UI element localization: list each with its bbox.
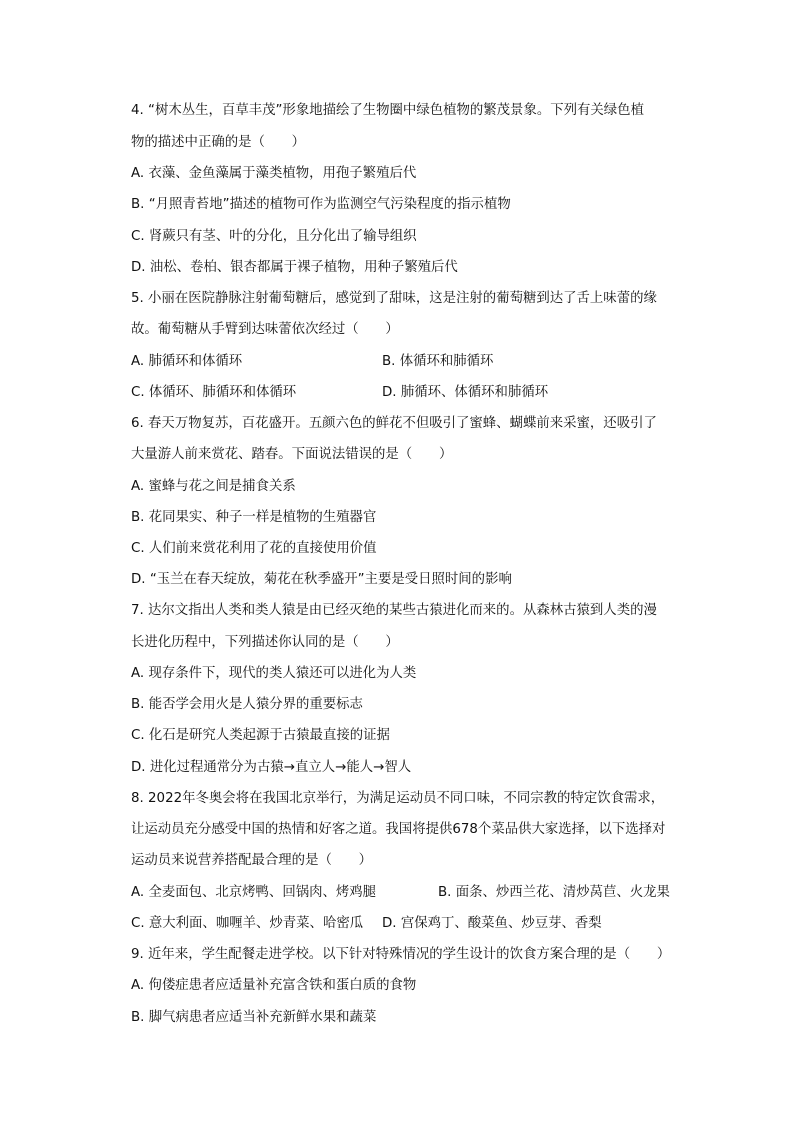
q7-stem-line-1: 7. 达尔文指出人类和类人猿是由已经灭绝的某些古猿进化而来的。从森林古猿到人类的漫 — [131, 603, 657, 618]
q6-stem-line-1: 6. 春天万物复苏，百花盛开。五颜六色的鲜花不但吸引了蜜蜂、蝴蝶前来采蜜，还吸引了 — [131, 416, 657, 431]
q8-option-c: C. 意大利面、咖喱羊、炒青菜、哈密瓜 — [131, 916, 364, 931]
q4-option-a: A. 衣藻、金鱼藻属于藻类植物，用孢子繁殖后代 — [131, 166, 417, 181]
q7-option-b: B. 能否学会用火是人猿分界的重要标志 — [131, 697, 363, 712]
q8-stem-line-1: 8. 2022年冬奥会将在我国北京举行，为满足运动员不同口味，不同宗教的特定饮食需求， — [131, 791, 665, 806]
q8-option-b: B. 面条、炒西兰花、清炒莴苣、火龙果 — [438, 885, 670, 900]
q4-stem-line-2: 物的描述中正确的是（ ） — [131, 135, 306, 150]
q6-option-a: A. 蜜蜂与花之间是捕食关系 — [131, 479, 296, 494]
q5-option-a: A. 肺循环和体循环 — [131, 354, 243, 369]
q4-option-c: C. 肾蕨只有茎、叶的分化，且分化出了输导组织 — [131, 229, 417, 244]
q7-option-c: C. 化石是研究人类起源于古猿最直接的证据 — [131, 728, 390, 743]
q4-option-d: D. 油松、卷柏、银杏都属于裸子植物，用种子繁殖后代 — [131, 260, 458, 275]
q9-option-b: B. 脚气病患者应适当补充新鲜水果和蔬菜 — [131, 1010, 377, 1025]
q5-option-d: D. 肺循环、体循环和肺循环 — [382, 385, 549, 400]
q5-stem-line-1: 5. 小丽在医院静脉注射葡萄糖后，感觉到了甜味，这是注射的葡萄糖到达了舌上味蕾的缘 — [131, 291, 657, 306]
q7-stem-line-2: 长进化历程中，下列描述你认同的是（ ） — [131, 635, 399, 650]
q6-option-b: B. 花同果实、种子一样是植物的生殖器官 — [131, 510, 377, 525]
q7-option-d: D. 进化过程通常分为古猿→直立人→能人→智人 — [131, 760, 412, 775]
q9-stem-line-1: 9. 近年来，学生配餐走进学校。以下针对特殊情况的学生设计的饮食方案合理的是（ ） — [131, 947, 671, 962]
q4-stem-line-1: 4. “树木丛生，百草丰茂”形象地描绘了生物圈中绿色植物的繁茂景象。下列有关绿色植 — [131, 103, 644, 118]
q8-option-a: A. 全麦面包、北京烤鸭、回锅肉、烤鸡腿 — [131, 885, 377, 900]
q5-option-b: B. 体循环和肺循环 — [382, 354, 494, 369]
q7-option-a: A. 现存条件下，现代的类人猿还可以进化为人类 — [131, 666, 417, 681]
q8-stem-line-2: 让运动员充分感受中国的热情和好客之道。我国将提供678个菜品供大家选择，以下选择对 — [131, 822, 666, 837]
q4-option-b: B. “月照青苔地”描述的植物可作为监测空气污染程度的指示植物 — [131, 197, 511, 212]
q6-stem-line-2: 大量游人前来赏花、踏春。下面说法错误的是（ ） — [131, 447, 453, 462]
q6-option-d: D. “玉兰在春天绽放，菊花在秋季盛开”主要是受日照时间的影响 — [131, 572, 512, 587]
q8-option-d: D. 宫保鸡丁、酸菜鱼、炒豆芽、香梨 — [382, 916, 602, 931]
q8-stem-line-3: 运动员来说营养搭配最合理的是（ ） — [131, 853, 373, 868]
q9-option-a: A. 佝偻症患者应适量补充富含铁和蛋白质的食物 — [131, 978, 417, 993]
q6-option-c: C. 人们前来赏花利用了花的直接使用价值 — [131, 541, 377, 556]
q5-option-c: C. 体循环、肺循环和体循环 — [131, 385, 297, 400]
q5-stem-line-2: 故。葡萄糖从手臂到达味蕾依次经过（ ） — [131, 322, 399, 337]
